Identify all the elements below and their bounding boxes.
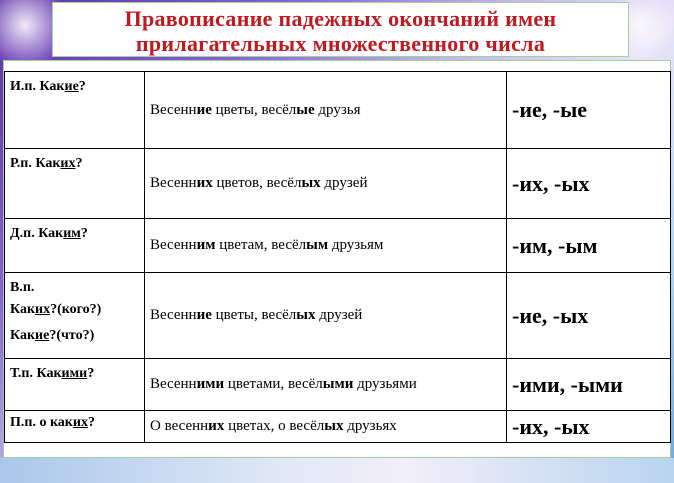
example-phrase: Весенними цветами, весёлыми друзьями xyxy=(145,359,507,411)
case-question xyxy=(5,273,145,359)
example-phrase: Весенним цветам, весёлым друзьям xyxy=(145,219,507,273)
table-row xyxy=(5,359,671,411)
background-band xyxy=(0,458,674,483)
example-phrase: Весенних цветов, весёлых друзей xyxy=(145,149,507,219)
title-line-2: прилагательных множественного числа xyxy=(135,31,546,56)
case-question-what: Какие?(что?) xyxy=(10,328,95,343)
case-ending: -их, -ых xyxy=(507,411,671,443)
case-question: Д.п. Каким? xyxy=(5,219,145,273)
case-question: П.п. о каких? xyxy=(5,411,145,443)
case-ending: -ие, -ых xyxy=(507,273,671,359)
case-question: Р.п. Каких? xyxy=(5,149,145,219)
example-phrase: О весенних цветах, о весёлых друзьях xyxy=(145,411,507,443)
table-row xyxy=(5,72,671,149)
case-ending: -им, -ым xyxy=(507,219,671,273)
title-line-1: Правописание падежных окончаний имен xyxy=(124,6,557,31)
case-question: И.п. Какие? xyxy=(5,72,145,149)
case-ending: -их, -ых xyxy=(507,149,671,219)
table-row xyxy=(5,411,671,443)
case-ending: -ими, -ыми xyxy=(507,359,671,411)
table-row xyxy=(5,273,671,359)
case-ending: -ие, -ые xyxy=(507,72,671,149)
example-phrase: Весенние цветы, весёлые друзья xyxy=(145,72,507,149)
table-row xyxy=(5,149,671,219)
case-label: В.п. xyxy=(10,280,35,295)
example-phrase: Весенние цветы, весёлых друзей xyxy=(145,273,507,359)
table-row xyxy=(5,219,671,273)
case-question: Т.п. Какими? xyxy=(5,359,145,411)
slide-title xyxy=(52,2,629,57)
case-question-who: Каких?(кого?) xyxy=(10,302,102,317)
declension-table xyxy=(4,71,671,443)
